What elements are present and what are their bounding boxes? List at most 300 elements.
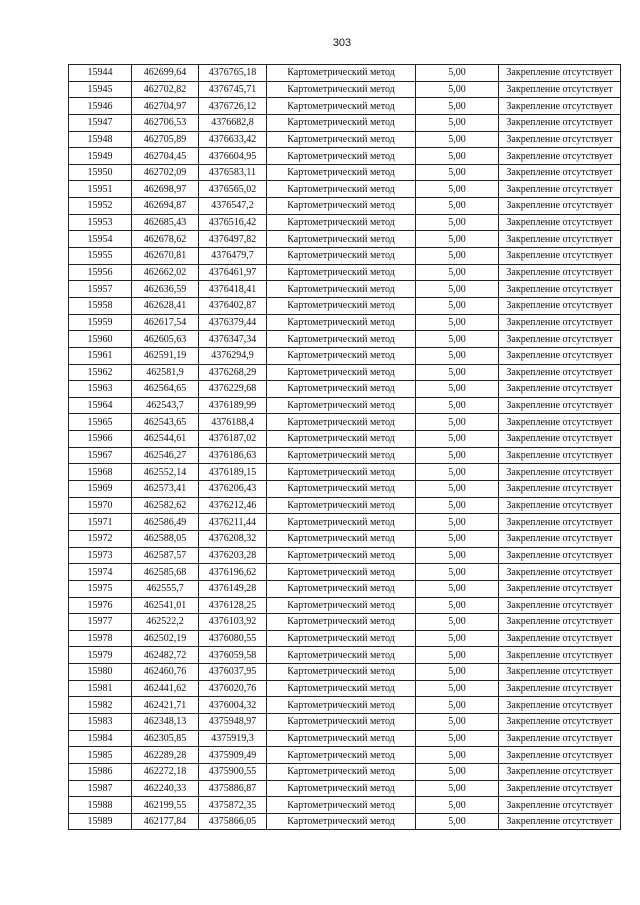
y-coordinate-cell: 4376128,25 [199,597,267,614]
fixing-cell: Закрепление отсутствует [499,198,621,215]
accuracy-cell: 5,00 [416,597,499,614]
method-cell: Картометрический метод [267,164,416,181]
point-number-cell: 15949 [69,148,132,165]
table-row [69,164,621,181]
coordinates-table [68,64,621,830]
y-coordinate-cell: 4376461,97 [199,264,267,281]
x-coordinate-cell: 462585,68 [132,564,199,581]
fixing-cell: Закрепление отсутствует [499,248,621,265]
y-coordinate-cell: 4376212,46 [199,497,267,514]
accuracy-cell: 5,00 [416,481,499,498]
x-coordinate-cell: 462460,76 [132,664,199,681]
point-number-cell: 15989 [69,813,132,830]
fixing-cell: Закрепление отсутствует [499,114,621,131]
point-number-cell: 15953 [69,214,132,231]
accuracy-cell: 5,00 [416,397,499,414]
point-number-cell: 15984 [69,730,132,747]
table-row [69,198,621,215]
y-coordinate-cell: 4376682,8 [199,114,267,131]
point-number-cell: 15970 [69,497,132,514]
x-coordinate-cell: 462441,62 [132,680,199,697]
point-number-cell: 15977 [69,614,132,631]
method-cell: Картометрический метод [267,780,416,797]
method-cell: Картометрический метод [267,431,416,448]
accuracy-cell: 5,00 [416,364,499,381]
method-cell: Картометрический метод [267,813,416,830]
table-row [69,181,621,198]
y-coordinate-cell: 4376418,41 [199,281,267,298]
method-cell: Картометрический метод [267,181,416,198]
table-row [69,297,621,314]
fixing-cell: Закрепление отсутствует [499,364,621,381]
x-coordinate-cell: 462706,53 [132,114,199,131]
fixing-cell: Закрепление отсутствует [499,797,621,814]
accuracy-cell: 5,00 [416,713,499,730]
accuracy-cell: 5,00 [416,780,499,797]
fixing-cell: Закрепление отсутствует [499,447,621,464]
accuracy-cell: 5,00 [416,414,499,431]
y-coordinate-cell: 4376268,29 [199,364,267,381]
point-number-cell: 15982 [69,697,132,714]
fixing-cell: Закрепление отсутствует [499,664,621,681]
y-coordinate-cell: 4376206,43 [199,481,267,498]
point-number-cell: 15965 [69,414,132,431]
table-row [69,747,621,764]
point-number-cell: 15985 [69,747,132,764]
fixing-cell: Закрепление отсутствует [499,497,621,514]
y-coordinate-cell: 4376149,28 [199,580,267,597]
y-coordinate-cell: 4376745,71 [199,81,267,98]
table-row [69,98,621,115]
point-number-cell: 15960 [69,331,132,348]
x-coordinate-cell: 462699,64 [132,65,199,82]
x-coordinate-cell: 462678,62 [132,231,199,248]
fixing-cell: Закрепление отсутствует [499,381,621,398]
method-cell: Картометрический метод [267,447,416,464]
y-coordinate-cell: 4376294,9 [199,347,267,364]
accuracy-cell: 5,00 [416,131,499,148]
point-number-cell: 15972 [69,530,132,547]
x-coordinate-cell: 462544,61 [132,431,199,448]
y-coordinate-cell: 4375886,87 [199,780,267,797]
table-row [69,630,621,647]
method-cell: Картометрический метод [267,647,416,664]
x-coordinate-cell: 462543,65 [132,414,199,431]
method-cell: Картометрический метод [267,347,416,364]
table-body [69,65,621,830]
point-number-cell: 15950 [69,164,132,181]
x-coordinate-cell: 462685,43 [132,214,199,231]
accuracy-cell: 5,00 [416,647,499,664]
point-number-cell: 15988 [69,797,132,814]
x-coordinate-cell: 462591,19 [132,347,199,364]
accuracy-cell: 5,00 [416,464,499,481]
y-coordinate-cell: 4375919,3 [199,730,267,747]
method-cell: Картометрический метод [267,530,416,547]
x-coordinate-cell: 462199,55 [132,797,199,814]
table-row [69,514,621,531]
x-coordinate-cell: 462702,82 [132,81,199,98]
x-coordinate-cell: 462482,72 [132,647,199,664]
method-cell: Картометрический метод [267,248,416,265]
table-row [69,813,621,830]
x-coordinate-cell: 462670,81 [132,248,199,265]
point-number-cell: 15973 [69,547,132,564]
accuracy-cell: 5,00 [416,381,499,398]
fixing-cell: Закрепление отсутствует [499,713,621,730]
table-row [69,231,621,248]
table-row [69,680,621,697]
table-row [69,730,621,747]
point-number-cell: 15983 [69,713,132,730]
y-coordinate-cell: 4376103,92 [199,614,267,631]
method-cell: Картометрический метод [267,713,416,730]
y-coordinate-cell: 4376189,15 [199,464,267,481]
method-cell: Картометрический метод [267,264,416,281]
point-number-cell: 15959 [69,314,132,331]
accuracy-cell: 5,00 [416,514,499,531]
y-coordinate-cell: 4376037,95 [199,664,267,681]
table-row [69,248,621,265]
fixing-cell: Закрепление отсутствует [499,98,621,115]
table-row [69,597,621,614]
method-cell: Картометрический метод [267,481,416,498]
x-coordinate-cell: 462177,84 [132,813,199,830]
y-coordinate-cell: 4376059,58 [199,647,267,664]
fixing-cell: Закрепление отсутствует [499,331,621,348]
y-coordinate-cell: 4376203,28 [199,547,267,564]
fixing-cell: Закрепление отсутствует [499,148,621,165]
point-number-cell: 15986 [69,763,132,780]
x-coordinate-cell: 462705,89 [132,131,199,148]
method-cell: Картометрический метод [267,81,416,98]
y-coordinate-cell: 4376188,4 [199,414,267,431]
y-coordinate-cell: 4376497,82 [199,231,267,248]
x-coordinate-cell: 462662,02 [132,264,199,281]
point-number-cell: 15966 [69,431,132,448]
y-coordinate-cell: 4376189,99 [199,397,267,414]
x-coordinate-cell: 462348,13 [132,713,199,730]
y-coordinate-cell: 4376516,42 [199,214,267,231]
accuracy-cell: 5,00 [416,148,499,165]
accuracy-cell: 5,00 [416,580,499,597]
x-coordinate-cell: 462588,05 [132,530,199,547]
table-row [69,713,621,730]
point-number-cell: 15969 [69,481,132,498]
point-number-cell: 15979 [69,647,132,664]
fixing-cell: Закрепление отсутствует [499,630,621,647]
table-row [69,530,621,547]
point-number-cell: 15955 [69,248,132,265]
x-coordinate-cell: 462694,87 [132,198,199,215]
accuracy-cell: 5,00 [416,630,499,647]
x-coordinate-cell: 462240,33 [132,780,199,797]
accuracy-cell: 5,00 [416,281,499,298]
accuracy-cell: 5,00 [416,530,499,547]
accuracy-cell: 5,00 [416,164,499,181]
x-coordinate-cell: 462522,2 [132,614,199,631]
point-number-cell: 15948 [69,131,132,148]
fixing-cell: Закрепление отсутствует [499,614,621,631]
x-coordinate-cell: 462582,62 [132,497,199,514]
x-coordinate-cell: 462289,28 [132,747,199,764]
accuracy-cell: 5,00 [416,680,499,697]
accuracy-cell: 5,00 [416,697,499,714]
method-cell: Картометрический метод [267,364,416,381]
method-cell: Картометрический метод [267,630,416,647]
method-cell: Картометрический метод [267,747,416,764]
fixing-cell: Закрепление отсутствует [499,231,621,248]
table-row [69,347,621,364]
method-cell: Картометрический метод [267,397,416,414]
point-number-cell: 15968 [69,464,132,481]
method-cell: Картометрический метод [267,281,416,298]
fixing-cell: Закрепление отсутствует [499,297,621,314]
fixing-cell: Закрепление отсутствует [499,564,621,581]
point-number-cell: 15954 [69,231,132,248]
point-number-cell: 15956 [69,264,132,281]
point-number-cell: 15962 [69,364,132,381]
fixing-cell: Закрепление отсутствует [499,214,621,231]
fixing-cell: Закрепление отсутствует [499,730,621,747]
method-cell: Картометрический метод [267,297,416,314]
point-number-cell: 15951 [69,181,132,198]
table-row [69,397,621,414]
accuracy-cell: 5,00 [416,564,499,581]
y-coordinate-cell: 4375909,49 [199,747,267,764]
point-number-cell: 15946 [69,98,132,115]
table-row [69,81,621,98]
method-cell: Картометрический метод [267,98,416,115]
method-cell: Картометрический метод [267,464,416,481]
accuracy-cell: 5,00 [416,297,499,314]
y-coordinate-cell: 4375872,35 [199,797,267,814]
table-row [69,664,621,681]
accuracy-cell: 5,00 [416,730,499,747]
table-row [69,797,621,814]
y-coordinate-cell: 4375866,05 [199,813,267,830]
point-number-cell: 15947 [69,114,132,131]
table-row [69,780,621,797]
table-row [69,314,621,331]
table-row [69,431,621,448]
point-number-cell: 15978 [69,630,132,647]
accuracy-cell: 5,00 [416,65,499,82]
y-coordinate-cell: 4376402,87 [199,297,267,314]
point-number-cell: 15944 [69,65,132,82]
fixing-cell: Закрепление отсутствует [499,164,621,181]
method-cell: Картометрический метод [267,497,416,514]
point-number-cell: 15952 [69,198,132,215]
table-row [69,364,621,381]
point-number-cell: 15958 [69,297,132,314]
accuracy-cell: 5,00 [416,331,499,348]
fixing-cell: Закрепление отсутствует [499,414,621,431]
y-coordinate-cell: 4376004,32 [199,697,267,714]
table-row [69,114,621,131]
method-cell: Картометрический метод [267,763,416,780]
y-coordinate-cell: 4376765,18 [199,65,267,82]
accuracy-cell: 5,00 [416,98,499,115]
fixing-cell: Закрепление отсутствует [499,281,621,298]
y-coordinate-cell: 4376604,95 [199,148,267,165]
point-number-cell: 15961 [69,347,132,364]
table-row [69,697,621,714]
fixing-cell: Закрепление отсутствует [499,813,621,830]
fixing-cell: Закрепление отсутствует [499,65,621,82]
accuracy-cell: 5,00 [416,214,499,231]
x-coordinate-cell: 462704,97 [132,98,199,115]
y-coordinate-cell: 4376547,2 [199,198,267,215]
method-cell: Картометрический метод [267,697,416,714]
table-row [69,281,621,298]
table-row [69,447,621,464]
x-coordinate-cell: 462581,9 [132,364,199,381]
fixing-cell: Закрепление отсутствует [499,81,621,98]
method-cell: Картометрический метод [267,65,416,82]
x-coordinate-cell: 462564,65 [132,381,199,398]
method-cell: Картометрический метод [267,580,416,597]
fixing-cell: Закрепление отсутствует [499,431,621,448]
point-number-cell: 15975 [69,580,132,597]
fixing-cell: Закрепление отсутствует [499,181,621,198]
y-coordinate-cell: 4375948,97 [199,713,267,730]
method-cell: Картометрический метод [267,231,416,248]
table-row [69,65,621,82]
x-coordinate-cell: 462421,71 [132,697,199,714]
fixing-cell: Закрепление отсутствует [499,264,621,281]
page-number: 303 [332,37,352,49]
fixing-cell: Закрепление отсутствует [499,131,621,148]
accuracy-cell: 5,00 [416,248,499,265]
fixing-cell: Закрепление отсутствует [499,397,621,414]
fixing-cell: Закрепление отсутствует [499,481,621,498]
point-number-cell: 15945 [69,81,132,98]
method-cell: Картометрический метод [267,198,416,215]
x-coordinate-cell: 462546,27 [132,447,199,464]
table-row [69,381,621,398]
x-coordinate-cell: 462573,41 [132,481,199,498]
method-cell: Картометрический метод [267,148,416,165]
fixing-cell: Закрепление отсутствует [499,763,621,780]
method-cell: Картометрический метод [267,514,416,531]
y-coordinate-cell: 4376379,44 [199,314,267,331]
y-coordinate-cell: 4375900,55 [199,763,267,780]
method-cell: Картометрический метод [267,131,416,148]
y-coordinate-cell: 4376187,02 [199,431,267,448]
x-coordinate-cell: 462502,19 [132,630,199,647]
table-row [69,763,621,780]
method-cell: Картометрический метод [267,114,416,131]
y-coordinate-cell: 4376565,02 [199,181,267,198]
accuracy-cell: 5,00 [416,114,499,131]
method-cell: Картометрический метод [267,331,416,348]
point-number-cell: 15976 [69,597,132,614]
fixing-cell: Закрепление отсутствует [499,547,621,564]
accuracy-cell: 5,00 [416,497,499,514]
point-number-cell: 15971 [69,514,132,531]
fixing-cell: Закрепление отсутствует [499,647,621,664]
table-row [69,131,621,148]
fixing-cell: Закрепление отсутствует [499,464,621,481]
y-coordinate-cell: 4376347,34 [199,331,267,348]
x-coordinate-cell: 462702,09 [132,164,199,181]
accuracy-cell: 5,00 [416,314,499,331]
fixing-cell: Закрепление отсутствует [499,780,621,797]
table-row [69,497,621,514]
method-cell: Картометрический метод [267,797,416,814]
y-coordinate-cell: 4376080,55 [199,630,267,647]
table-row [69,331,621,348]
fixing-cell: Закрепление отсутствует [499,597,621,614]
accuracy-cell: 5,00 [416,181,499,198]
table-row [69,564,621,581]
fixing-cell: Закрепление отсутствует [499,314,621,331]
x-coordinate-cell: 462305,85 [132,730,199,747]
point-number-cell: 15981 [69,680,132,697]
fixing-cell: Закрепление отсутствует [499,530,621,547]
point-number-cell: 15957 [69,281,132,298]
method-cell: Картометрический метод [267,730,416,747]
method-cell: Картометрический метод [267,597,416,614]
table-row [69,414,621,431]
x-coordinate-cell: 462541,01 [132,597,199,614]
table-row [69,148,621,165]
accuracy-cell: 5,00 [416,231,499,248]
point-number-cell: 15980 [69,664,132,681]
fixing-cell: Закрепление отсутствует [499,680,621,697]
x-coordinate-cell: 462587,57 [132,547,199,564]
fixing-cell: Закрепление отсутствует [499,697,621,714]
accuracy-cell: 5,00 [416,813,499,830]
fixing-cell: Закрепление отсутствует [499,747,621,764]
method-cell: Картометрический метод [267,381,416,398]
fixing-cell: Закрепление отсутствует [499,580,621,597]
method-cell: Картометрический метод [267,614,416,631]
x-coordinate-cell: 462552,14 [132,464,199,481]
accuracy-cell: 5,00 [416,547,499,564]
table-row [69,547,621,564]
accuracy-cell: 5,00 [416,431,499,448]
method-cell: Картометрический метод [267,547,416,564]
x-coordinate-cell: 462704,45 [132,148,199,165]
table-row [69,214,621,231]
x-coordinate-cell: 462628,41 [132,297,199,314]
y-coordinate-cell: 4376583,11 [199,164,267,181]
table-row [69,464,621,481]
fixing-cell: Закрепление отсутствует [499,347,621,364]
y-coordinate-cell: 4376633,42 [199,131,267,148]
y-coordinate-cell: 4376196,62 [199,564,267,581]
accuracy-cell: 5,00 [416,198,499,215]
y-coordinate-cell: 4376211,44 [199,514,267,531]
x-coordinate-cell: 462605,63 [132,331,199,348]
table-row [69,647,621,664]
x-coordinate-cell: 462555,7 [132,580,199,597]
accuracy-cell: 5,00 [416,747,499,764]
accuracy-cell: 5,00 [416,81,499,98]
y-coordinate-cell: 4376479,7 [199,248,267,265]
accuracy-cell: 5,00 [416,347,499,364]
accuracy-cell: 5,00 [416,447,499,464]
fixing-cell: Закрепление отсутствует [499,514,621,531]
table-row [69,481,621,498]
accuracy-cell: 5,00 [416,797,499,814]
point-number-cell: 15974 [69,564,132,581]
table-row [69,614,621,631]
y-coordinate-cell: 4376208,32 [199,530,267,547]
accuracy-cell: 5,00 [416,264,499,281]
